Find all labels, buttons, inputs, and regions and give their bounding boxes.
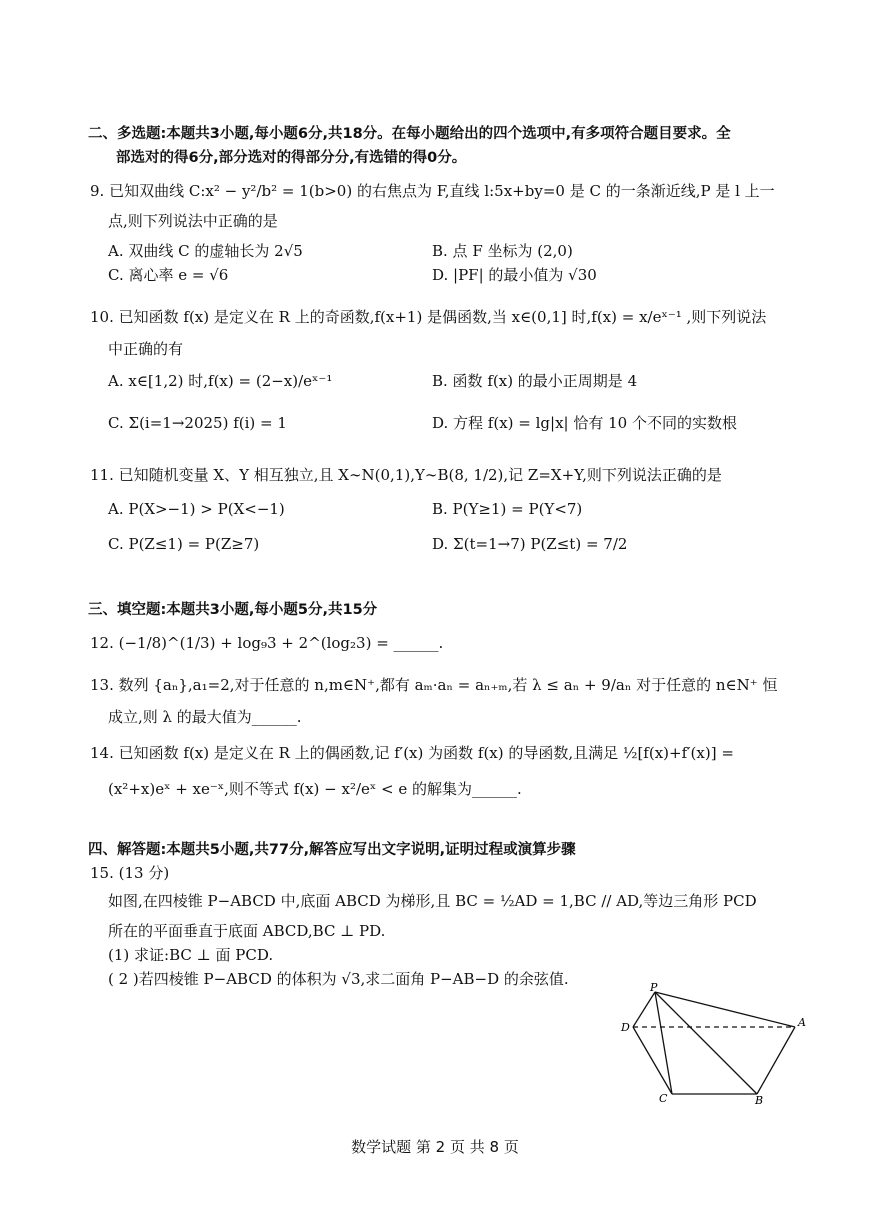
q11-option-c: C. P(Z≤1) = P(Z≥7)	[108, 535, 260, 553]
q12-line1: 12. (−1/8)^(1/3) + log₉3 + 2^(log₂3) = ______.	[90, 634, 444, 652]
q15-line1: 如图,在四棱锥 P−ABCD 中,底面 ABCD 为梯形,且 BC = ½AD = 1,BC // AD,等边三角形 PCD	[108, 892, 757, 910]
q15-head: 15. (13 分)	[90, 864, 170, 882]
q9-option-b: B. 点 F 坐标为 (2,0)	[432, 242, 573, 260]
q13-line2: 成立,则 λ 的最大值为______.	[108, 708, 302, 726]
section-2-title-cont: 部选对的得6分,部分选对的得部分分,有选错的得0分。	[116, 150, 467, 166]
edge-pd	[633, 992, 655, 1027]
q9-option-d: D. |PF| 的最小值为 √30	[432, 266, 597, 284]
q15-part2: ( 2 )若四棱锥 P−ABCD 的体积为 √3,求二面角 P−AB−D 的余弦值.	[108, 970, 569, 988]
section-4-header	[88, 838, 808, 862]
label-p: P	[650, 982, 658, 994]
q9-option-c: C. 离心率 e = √6	[108, 266, 229, 284]
q11-option-a: A. P(X>−1) > P(X<−1)	[108, 500, 285, 518]
edge-ba	[757, 1027, 795, 1094]
label-c: C	[659, 1092, 668, 1105]
section-3-header	[88, 598, 808, 622]
q10-option-b: B. 函数 f(x) 的最小正周期是 4	[432, 372, 638, 390]
q11-option-b: B. P(Y≥1) = P(Y<7)	[432, 500, 583, 518]
q10-option-a: A. x∈[1,2) 时,f(x) = (2−x)/eˣ⁻¹	[108, 372, 333, 390]
q9-line2: 点,则下列说法中正确的是	[108, 212, 278, 230]
q13-line1: 13. 数列 {aₙ},a₁=2,对于任意的 n,m∈N⁺,都有 aₘ·aₙ = aₙ₊ₘ,若 λ ≤ aₙ + 9/aₙ 对于任意的 n∈N⁺ 恒	[90, 676, 778, 694]
q10-line1: 10. 已知函数 f(x) 是定义在 R 上的奇函数,f(x+1) 是偶函数,当 x∈(0,1] 时,f(x) = x/eˣ⁻¹ ,则下列说法	[90, 308, 767, 326]
label-a: A	[798, 1016, 806, 1029]
q10-line2: 中正确的有	[108, 340, 184, 358]
label-b: B	[755, 1094, 764, 1106]
q15-line2: 所在的平面垂直于底面 ABCD,BC ⊥ PD.	[108, 922, 386, 940]
q14-line1: 14. 已知函数 f(x) 是定义在 R 上的偶函数,记 f′(x) 为函数 f(x) 的导函数,且满足 ½[f(x)+f′(x)] =	[90, 744, 734, 762]
edge-pa	[655, 992, 795, 1027]
section-3-title: 三、填空题:本题共3小题,每小题5分,共15分	[88, 602, 378, 618]
q9-line1: 9. 已知双曲线 C:x² − y²/b² = 1(b>0) 的右焦点为 F,直线 l:5x+by=0 是 C 的一条渐近线,P 是 l 上一	[90, 182, 775, 200]
section-2-header	[88, 122, 808, 170]
q10-option-c: C. Σ(i=1→2025) f(i) = 1	[108, 414, 287, 432]
q11-option-d: D. Σ(t=1→7) P(Z≤t) = 7/2	[432, 535, 628, 553]
section-2-title: 二、多选题:本题共3小题,每小题6分,共18分。在每小题给出的四个选项中,有多项符合题目要求。全	[88, 126, 731, 142]
label-d: D	[621, 1021, 630, 1034]
section-4-title: 四、解答题:本题共5小题,共77分,解答应写出文字说明,证明过程或演算步骤	[88, 842, 576, 858]
q10-option-d: D. 方程 f(x) = lg|x| 恰有 10 个不同的实数根	[432, 414, 737, 432]
q15-part1: (1) 求证:BC ⊥ 面 PCD.	[108, 946, 274, 964]
pyramid-figure	[615, 982, 815, 1106]
q14-line2: (x²+x)eˣ + xe⁻ˣ,则不等式 f(x) − x²/eˣ < e 的解集为______.	[108, 780, 522, 798]
page-footer: 数学试题 第 2 页 共 8 页	[351, 1138, 519, 1156]
q9-option-a: A. 双曲线 C 的虚轴长为 2√5	[108, 242, 303, 260]
q11-line1: 11. 已知随机变量 X、Y 相互独立,且 X∼N(0,1),Y∼B(8, 1/2),记 Z=X+Y,则下列说法正确的是	[90, 466, 722, 484]
edge-pb	[655, 992, 757, 1094]
